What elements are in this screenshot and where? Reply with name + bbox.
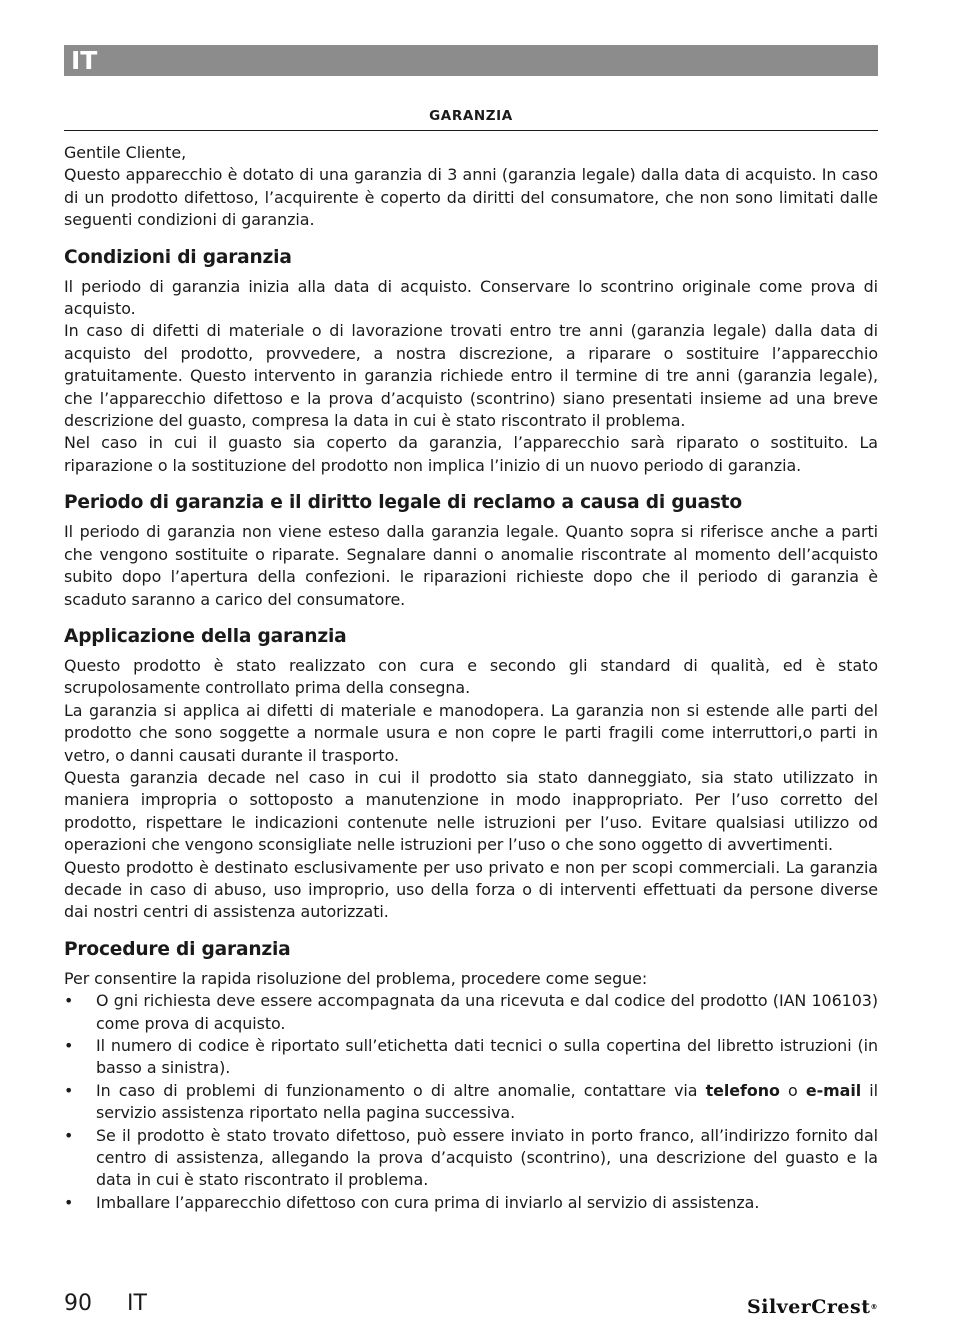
footer-language-code: IT <box>127 1291 147 1316</box>
contact-email-label: e-mail <box>805 1080 862 1100</box>
list-item-text: Il numero di codice è riportato sull’etichetta dati tecnici o sulla copertina del libretto istruzioni (in basso a sinistra). <box>96 1036 878 1078</box>
heading-application: Applicazione della garanzia <box>64 625 347 647</box>
intro-paragraph: Questo apparecchio è dotato di una garanzia di 3 anni (garanzia legale) dalla data di acquisto. In caso di un prodotto difettoso, l’acquirente è coperto da diritti del consumatore, che non sono limitati dalle seguenti condizioni di garanzia. <box>64 165 878 230</box>
application-paragraph: La garanzia si applica ai difetti di materiale e manodopera. La garanzia non si estende alle parti del prodotto che sono soggette a normale usura e non copre le parti fragili come interruttori,o parti in vetro, o danni causati durante il trasporto. <box>64 700 878 765</box>
bullet-icon: • <box>64 1192 74 1212</box>
procedures-intro: Per consentire la rapida risoluzione del problema, procedere come segue: <box>64 968 648 988</box>
bullet-icon: • <box>64 991 74 1011</box>
list-item-text: O gni richiesta deve essere accompagnata da una ricevuta e dal codice del prodotto (IAN 106103) come prova di acquisto. <box>96 991 878 1033</box>
list-item-text: In caso di problemi di funzionamento o di altre anomalie, contattare via <box>96 1080 706 1100</box>
procedures-list <box>64 990 878 1214</box>
section-title: GARANZIA <box>64 103 878 131</box>
bullet-icon: • <box>64 1125 74 1145</box>
bullet-icon: • <box>64 1036 74 1055</box>
conditions-paragraph: Il periodo di garanzia inizia alla data di acquisto. Conservare lo scontrino originale come prova di acquisto. <box>64 276 878 319</box>
application-paragraph: Questo prodotto è stato realizzato con cura e secondo gli standard di qualità, ed è stato scrupolosamente controllato prima della consegna. <box>64 655 878 698</box>
brand-logo <box>747 1294 878 1320</box>
list-item-text: il servizio assistenza riportato nella pagina successiva. <box>96 1080 878 1123</box>
list-item-text: Imballare l’apparecchio difettoso con cura prima di inviarlo al servizio di assistenza. <box>96 1192 760 1212</box>
list-item <box>64 990 878 1035</box>
intro-greeting: Gentile Cliente, <box>64 143 187 162</box>
contact-phone-label: telefono <box>705 1080 780 1100</box>
application-paragraph: Questo prodotto è destinato esclusivamente per uso privato e non per scopi commerciali. La garanzia decade in caso di abuso, uso improprio, uso della forza o di interventi effettuati da persone diverse dai nostri centri di assistenza autorizzati. <box>64 857 878 922</box>
language-bar <box>64 45 878 76</box>
heading-procedures: Procedure di garanzia <box>64 938 291 960</box>
heading-period: Periodo di garanzia e il diritto legale di reclamo a causa di guasto <box>64 492 742 514</box>
conditions-paragraph: In caso di difetti di materiale o di lavorazione trovati entro tre anni (garanzia legale) dalla data di acquisto del prodotto, provvedere, a nostra discrezione, a riparare o sostituire l’apparecchio gratuitamente. Questo intervento in garanzia richiede entro il termine di tre anni (garanzia legale), che l’apparecchio difettoso e la prova d’acquisto (scontrino) siano presentati insieme ad una breve descrizione del guasto, compresa la data in cui è stato riscontrato il problema. <box>64 321 878 431</box>
brand-name: SilverCrest <box>747 1296 871 1318</box>
page-content <box>64 103 878 1214</box>
bullet-icon: • <box>64 1080 74 1100</box>
list-item <box>64 1080 878 1125</box>
list-item <box>64 1192 878 1214</box>
list-item-text: Se il prodotto è stato trovato difettoso, può essere inviato in porto franco, all’indirizzo fornito dal centro di assistenza, allegando la prova d’acquisto (scontrino), una descrizione del guasto e la data in cui è stato riscontrato il problema. <box>96 1125 878 1190</box>
application-paragraph: Questa garanzia decade nel caso in cui il prodotto sia stato danneggiato, sia stato utilizzato in maniera impropria o sottoposto a manutenzione in modo inappropriato. Per l’uso corretto del prodotto, rispettare le indicazioni contenute nelle istruzioni per l’uso. Evitare qualsiasi utilizzo od operazioni che vengono sconsigliate nelle istruzioni per l’uso o che sono oggetto di avvertimenti. <box>64 767 878 855</box>
page-number: 90 <box>64 1291 92 1316</box>
list-item <box>64 1035 878 1080</box>
conditions-paragraph: Nel caso in cui il guasto sia coperto da garanzia, l’apparecchio sarà riparato o sostituito. La riparazione o la sostituzione del prodotto non implica l’inizio di un nuovo periodo di garanzia. <box>64 433 878 475</box>
page-footer <box>64 1288 878 1324</box>
period-paragraph: Il periodo di garanzia non viene esteso dalla garanzia legale. Quanto sopra si riferisce anche a parti che vengono sostituite o riparate. Segnalare danni o anomalie riscontrate al momento dell’acquisto subito dopo l’apertura della confezioni. le riparazioni richieste dopo che il periodo di garanzia è scaduto saranno a carico del consumatore. <box>64 522 878 609</box>
list-item <box>64 1125 878 1192</box>
registered-mark: ® <box>870 1303 878 1311</box>
heading-conditions: Condizioni di garanzia <box>64 246 292 268</box>
language-code: IT <box>71 46 98 75</box>
list-item-text: o <box>779 1080 806 1100</box>
